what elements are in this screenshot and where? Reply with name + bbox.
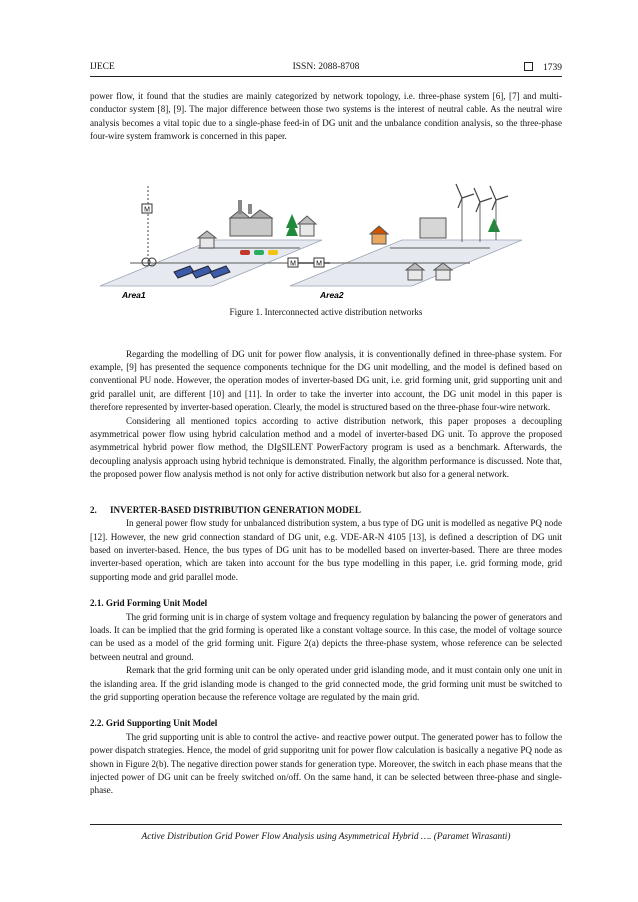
ev-car-icon-2 [254, 250, 264, 255]
house-roof-icon-2 [198, 231, 216, 238]
chimney-icon [238, 200, 242, 214]
page-footer: Active Distribution Grid Power Flow Analysis using Asymmetrical Hybrid …. (Paramet Wirasanti) [90, 824, 562, 842]
house-icon-4 [408, 270, 422, 280]
ev-car-icon-3 [268, 250, 278, 255]
page-number: 1739 [543, 63, 562, 73]
figure-1 [90, 178, 562, 320]
house-roof-icon-3 [370, 226, 388, 234]
area2-label: Area2 [320, 289, 344, 300]
factory-icon [230, 218, 272, 236]
wind-turbine-blades-icon-3 [490, 186, 508, 210]
meter-label-interconnect-2: M [316, 260, 322, 268]
section-2-text: In general power flow study for unbalanced distribution system, a bus type of DG unit is modelled as negative PQ node [12]. However, the new grid connection standard of DG unit, e.g. VDE-AR-N 4105 [13], is defined a description of DG unit based on inverter-based. Hence, the bus types of DG unit has to be modelled based on inverter-based. There are three modes inverter-based operation, which are taken into account for the bus type modelling in this paper, i.e. grid forming mode, grid supporting mode and grid parallel mode. [90, 518, 562, 582]
page-header [90, 62, 562, 77]
house-icon-5 [436, 270, 450, 280]
checkbox-square-icon [524, 62, 533, 71]
paragraph-modelling: Regarding the modelling of DG unit for power flow analysis, it is conventionally defined in three-phase system. For example, [9] has presented the sequence components technique for the DG unit modelling, and the model is defined based on conventional PU node. However, the operation modes of inverter-based DG unit, i.e. grid forming unit, grid supporting unit and grid parallel unit, are different [10] and [11]. In order to take the inverter into account, the DG unit model in this paper is therefore represented by inverter-based operation. Clearly, the model is structured based on the three-phase four-wire network. [90, 348, 562, 413]
wind-turbine-blades-icon [456, 184, 474, 208]
issn: ISSN: 2088-8708 [292, 62, 360, 72]
section-2-1-text-1: The grid forming unit is in charge of system voltage and frequency regulation by balancing the power of generators and loads. It can be implied that the grid forming is operated like a constant voltage source. In this case, the model of voltage source can be used as a model of the grid forming unit. Figure 2(a) depicts the three-phase system, whose reference can be selected between neutral and ground. [90, 611, 562, 662]
section-2-title: INVERTER-BASED DISTRIBUTION GENERATION MODEL [110, 504, 361, 515]
section-2-1-heading: 2.1. Grid Forming Unit Model [90, 598, 208, 609]
wind-turbine-blades-icon-2 [474, 188, 492, 212]
chimney-icon-2 [248, 204, 252, 214]
area1-label: Area1 [122, 289, 146, 300]
intro-paragraph: power flow, it found that the studies are mainly categorized by network topology, i.e. three-phase system [6], [7] and multi-conductor system [8], [9]. The major difference between those two systems is the interest of neutral cable. As the neutral wire analysis becomes a vital topic due to a single-phase feed-in of DG unit and the unbalance condition analysis, so the three-phase four-wire system framwork is concerned in this paper. [90, 91, 562, 142]
tree-icon-2 [488, 218, 500, 232]
figure-1-caption: Figure 1. Interconnected active distribution networks [229, 306, 423, 317]
article-body [90, 90, 562, 798]
tree-icon-top [286, 214, 298, 228]
house-icon [300, 224, 314, 236]
section-2-heading [90, 504, 562, 517]
section-2-2-text: The grid supporting unit is able to control the active- and reactive power output. The generated power has to follow the power dispatch strategies. Hence, the model of grid supporitng unit for power flow calculation is basically a negative PQ node as shown in Figure 2(b). The negative direction power stands for generation type. Moreover, the switch in each phase means that the injected power of DG unit can be freely switched on/off. On the same hand, it can be selected between three-phase and single-phase. [90, 731, 562, 796]
page-number-group [524, 62, 562, 73]
ev-car-icon [240, 250, 250, 255]
paragraph-considering: Considering all mentioned topics according to active distribution network, this paper proposes a decoupling asymmetrical power flow using hybrid calculation method and a model of inverter-based DG unit. To approve the proposed asymmetrical hybrid power flow method, the DIgSILENT PowerFactory program is used as a benchmark. Afterwards, the decoupling analysis approach using hybrid technique is demonstrated. Finally, the algorithm performance is discussed. Note that, the proposed power flow analysis method is not only for active distribution network but also for a general network. [90, 415, 562, 480]
figure-1-illustration [90, 178, 562, 302]
meter-label: M [144, 206, 150, 214]
section-2-1-text-2: Remark that the grid forming unit can be only operated under grid islanding mode, and it must contain only one unit in the islanding area. If the grid islanding mode is changed to the grid connected mode, the grid forming unit must be switched to the grid supporting operation because the reference voltage are regulated by the main grid. [90, 665, 562, 702]
section-2-number: 2. [90, 504, 97, 515]
house-roof-icon [298, 216, 316, 224]
house-icon-2 [200, 238, 214, 248]
house-icon-3 [372, 234, 386, 244]
section-2-2-heading: 2.2. Grid Supporting Unit Model [90, 718, 218, 729]
meter-label-interconnect-1: M [290, 260, 296, 268]
journal-name: IJECE [90, 62, 115, 72]
building-icon [420, 218, 446, 238]
